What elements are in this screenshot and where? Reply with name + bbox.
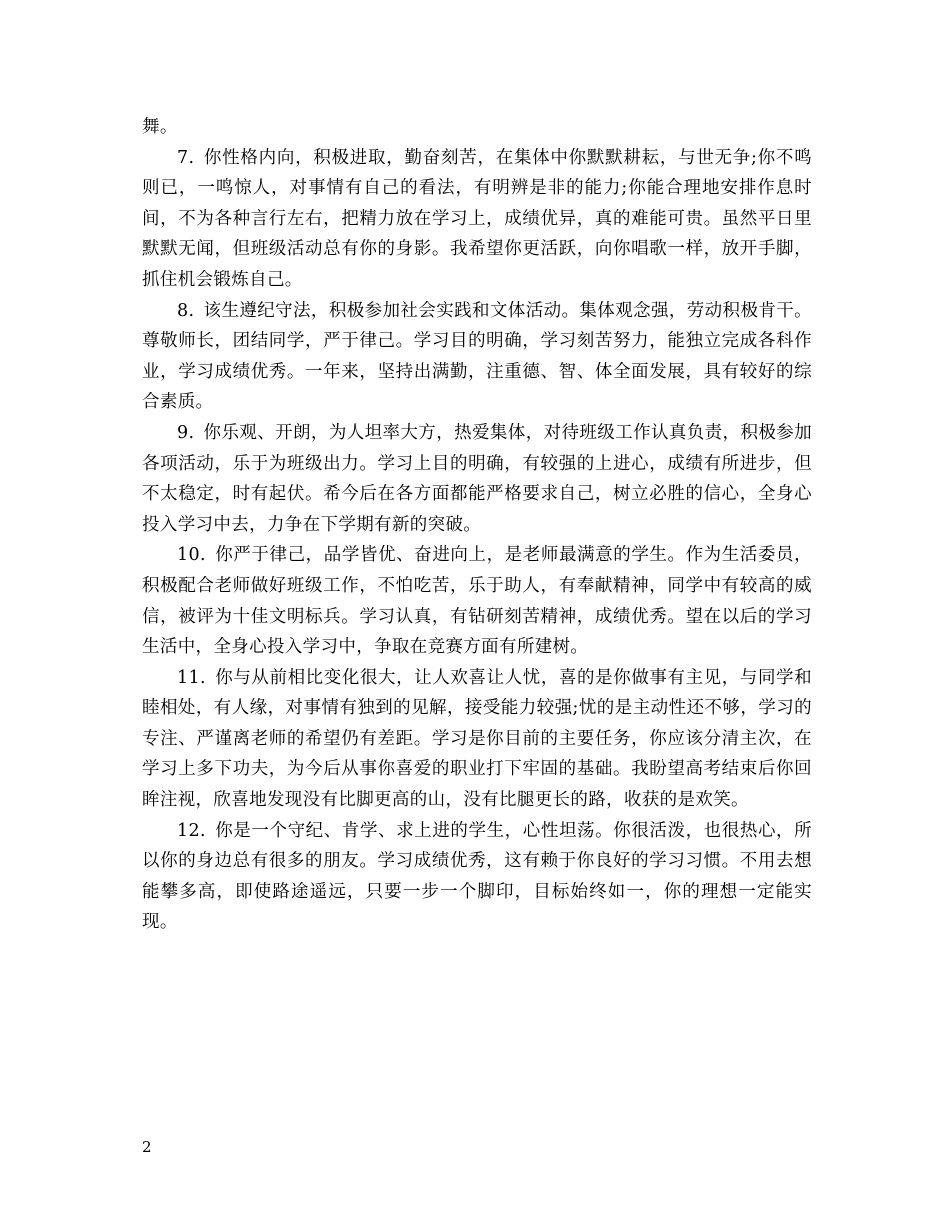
paragraph-number: 9. — [177, 422, 204, 443]
comment-paragraph-10 — [142, 540, 812, 662]
paragraph-number: 11. — [177, 667, 215, 688]
paragraph-text: 你严于律己，品学皆优、奋进向上，是老师最满意的学生。作为生活委员，积极配合老师做好班级工作，不怕吃苦，乐于助人，有奉献精神，同学中有较高的威信，被评为十佳文明标兵。学习认真，有钻研刻苦精神，成绩优秀。望在以后的学习生活中，全身心投入学习中，争取在竞赛方面有所建树。 — [142, 545, 812, 658]
paragraph-number: 10. — [177, 545, 215, 566]
paragraph-number: 8. — [177, 300, 204, 321]
paragraph-text: 你乐观、开朗，为人坦率大方，热爱集体，对待班级工作认真负责，积极参加各项活动，乐于为班级出力。学习上目的明确，有较强的上进心，成绩有所进步，但不太稳定，时有起伏。希今后在各方面都能严格要求自己，树立必胜的信心，全身心投入学习中去，力争在下学期有新的突破。 — [142, 422, 812, 535]
lead-fragment: 舞。 — [142, 117, 178, 137]
page-number: 2 — [142, 1138, 152, 1156]
document-body — [142, 112, 812, 938]
comment-paragraph-11 — [142, 663, 812, 816]
paragraph-number: 7. — [177, 147, 204, 168]
paragraph-number: 12. — [177, 820, 215, 841]
paragraph-text: 你是一个守纪、肯学、求上进的学生，心性坦荡。你很活泼，也很热心，所以你的身边总有很多的朋友。学习成绩优秀，这有赖于你良好的学习习惯。不用去想能攀多高，即使路途遥远，只要一步一个脚印，目标始终如一，你的理想一定能实现。 — [142, 820, 812, 933]
paragraph-text: 你与从前相比变化很大，让人欢喜让人忧，喜的是你做事有主见，与同学和睦相处，有人缘，对事情有独到的见解，接受能力较强;忧的是主动性还不够，学习的专注、严谨离老师的希望仍有差距。学习是你目前的主要任务，你应该分清主次，在学习上多下功夫，为今后从事你喜爱的职业打下牢固的基础。我盼望高考结束后你回眸注视，欣喜地发现没有比脚更高的山，没有比腿更长的路，收获的是欢笑。 — [142, 667, 812, 811]
comment-paragraph-12 — [142, 816, 812, 938]
comment-paragraph-7 — [142, 143, 812, 296]
comment-paragraph-9 — [142, 418, 812, 540]
comment-paragraph-8 — [142, 296, 812, 418]
paragraph-text: 你性格内向，积极进取，勤奋刻苦，在集体中你默默耕耘，与世无争;你不鸣则已，一鸣惊人，对事情有自己的看法，有明辨是非的能力;你能合理地安排作息时间，不为各种言行左右，把精力放在学习上，成绩优异，真的难能可贵。虽然平日里默默无闻，但班级活动总有你的身影。我希望你更活跃，向你唱歌一样，放开手脚，抓住机会锻炼自己。 — [142, 147, 812, 290]
paragraph-text: 该生遵纪守法，积极参加社会实践和文体活动。集体观念强，劳动积极肯干。尊敬师长，团结同学，严于律己。学习目的明确，学习刻苦努力，能独立完成各科作业，学习成绩优秀。一年来，坚持出满勤，注重德、智、体全面发展，具有较好的综合素质。 — [142, 300, 812, 413]
